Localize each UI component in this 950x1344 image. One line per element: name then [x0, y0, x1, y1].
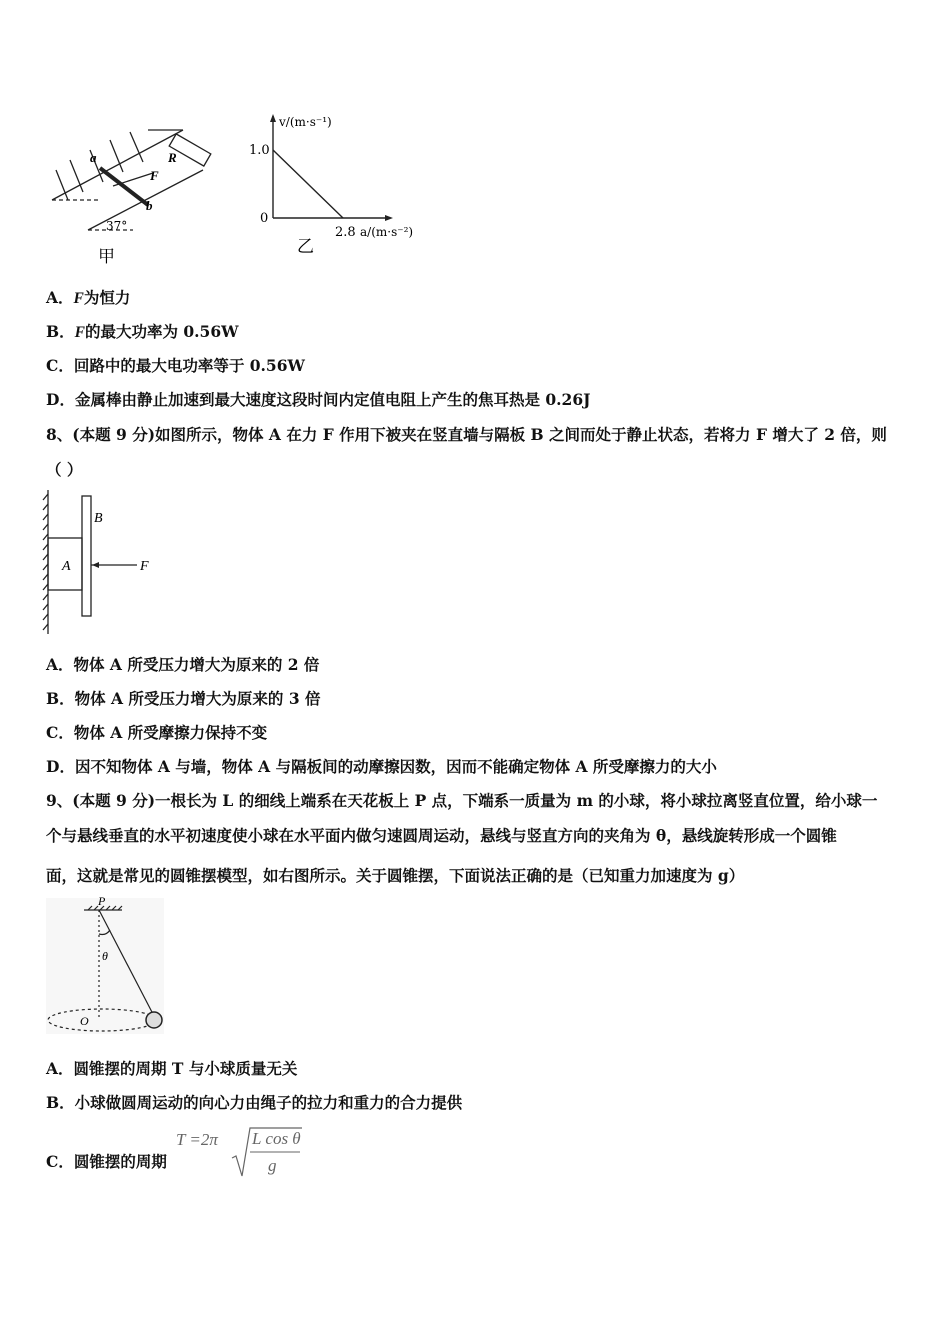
q7-option-d: D．金属棒由静止加速到最大速度这段时间内定值电阻上产生的焦耳热是 0.26J — [46, 390, 591, 409]
q7-option-c: C．回路中的最大电功率等于 0.56W — [46, 356, 305, 375]
q9-stem-1: 9、(本题 9 分)一根长为 L 的细线上端系在天花板上 P 点，下端系一质量为 m 的小球，将小球拉离竖直位置，给小球一 — [46, 791, 878, 810]
svg-text:P: P — [98, 894, 106, 908]
svg-text:甲: 甲 — [98, 247, 115, 267]
q7-option-b: B．F的最大功率为 0.56W — [46, 322, 239, 341]
svg-text:2.8: 2.8 — [335, 225, 356, 240]
svg-text:R: R — [168, 150, 177, 165]
q8-option-b: B．物体 A 所受压力增大为原来的 3 倍 — [46, 689, 321, 708]
svg-text:F: F — [140, 559, 149, 574]
svg-text:θ: θ — [102, 949, 108, 963]
svg-text:乙: 乙 — [297, 237, 314, 257]
figure-jia-incline — [48, 110, 218, 270]
q9-option-a: A．圆锥摆的周期 T 与小球质量无关 — [46, 1059, 298, 1078]
q9-stem-2: 个与悬线垂直的水平初速度使小球在水平面内做匀速圆周运动，悬线与竖直方向的夹角为 θ，悬线旋转形成一个圆锥 — [46, 826, 837, 845]
svg-text:37°: 37° — [106, 219, 128, 233]
q9-option-b: B．小球做圆周运动的向心力由绳子的拉力和重力的合力提供 — [46, 1093, 463, 1112]
figure-q9-conical-pendulum — [44, 892, 169, 1037]
q8-stem-2: （ ） — [46, 460, 83, 479]
q8-option-a: A．物体 A 所受压力增大为原来的 2 倍 — [46, 655, 320, 674]
svg-text:a/(m·s⁻²): a/(m·s⁻²) — [360, 225, 414, 239]
svg-text:b: b — [146, 198, 153, 213]
svg-text:A: A — [62, 559, 71, 574]
q8-option-c: C．物体 A 所受摩擦力保持不变 — [46, 723, 268, 742]
svg-text:0: 0 — [260, 211, 269, 226]
svg-text:1.0: 1.0 — [249, 143, 270, 158]
svg-text:O: O — [80, 1014, 89, 1028]
q9-stem-3: 面，这就是常见的圆锥摆模型，如右图所示。关于圆锥摆，下面说法正确的是（已知重力加速度为 g） — [46, 866, 745, 885]
svg-text:a: a — [90, 150, 97, 165]
q9-option-c: C．圆锥摆的周期 — [46, 1152, 167, 1171]
svg-text:v/(m·s⁻¹): v/(m·s⁻¹) — [279, 115, 332, 129]
svg-text:B: B — [94, 511, 103, 526]
page: a b R F 37° 甲 v/(m·s⁻¹) 1.0 0 2.8 a/(m·s⁻²) 乙 A．F为恒力 B．F的最大功率为 0.56W C．回路中的最大电功率等于 0.56W D．金属棒由静止加速到最大速度这段时间内定值电阻上产生的焦耳热是 0.26J 8、(本题 9 分)如图所示，物体 A 在力 F 作用下被夹在竖直墙与隔板 B 之间而处于静止状态，若将力 F 增大了 2 倍，则 （ ） B A F A．物体 A 所受压力增大为原来的 2 倍 B．物体 A 所受压力增大为原来的 3 倍 C．物体 A 所受摩擦力保持不变 D．因不知物体 A 与墙，物体 A 与隔板间的动摩擦因数，因而不能确定物体 A 所受摩擦力的大小 9、(本题 9 分)一根长为 L 的细线上端系在天花板上 P 点，下端系一质量为 m 的小球，将小球拉离竖直位置，给小球一 个与悬线垂直的水平初速度使小球在水平面内做匀速圆周运动，悬线与竖直方向的夹角为 θ，悬线旋转形成一个圆锥 面，这就是常见的圆锥摆模型，如右图所示。关于圆锥摆，下面说法正确的是（已知重力加速度为 g） P θ O A．圆锥摆的周期 T 与小球质量无关 B．小球做圆周运动的向心力由绳子的拉力和重力的合力提供 C．圆锥摆的周期 T =2π L cos θ g — [0, 0, 950, 1344]
q8-option-d: D．因不知物体 A 与墙，物体 A 与隔板间的动摩擦因数，因而不能确定物体 A 所受摩擦力的大小 — [46, 757, 717, 776]
svg-text:F: F — [150, 168, 159, 183]
figure-q8-wall — [42, 488, 162, 638]
figure-yi-graph — [245, 110, 435, 260]
q8-stem: 8、(本题 9 分)如图所示，物体 A 在力 F 作用下被夹在竖直墙与隔板 B 之间而处于静止状态，若将力 F 增大了 2 倍，则 — [46, 425, 887, 444]
q7-option-a: A．F为恒力 — [46, 288, 131, 307]
